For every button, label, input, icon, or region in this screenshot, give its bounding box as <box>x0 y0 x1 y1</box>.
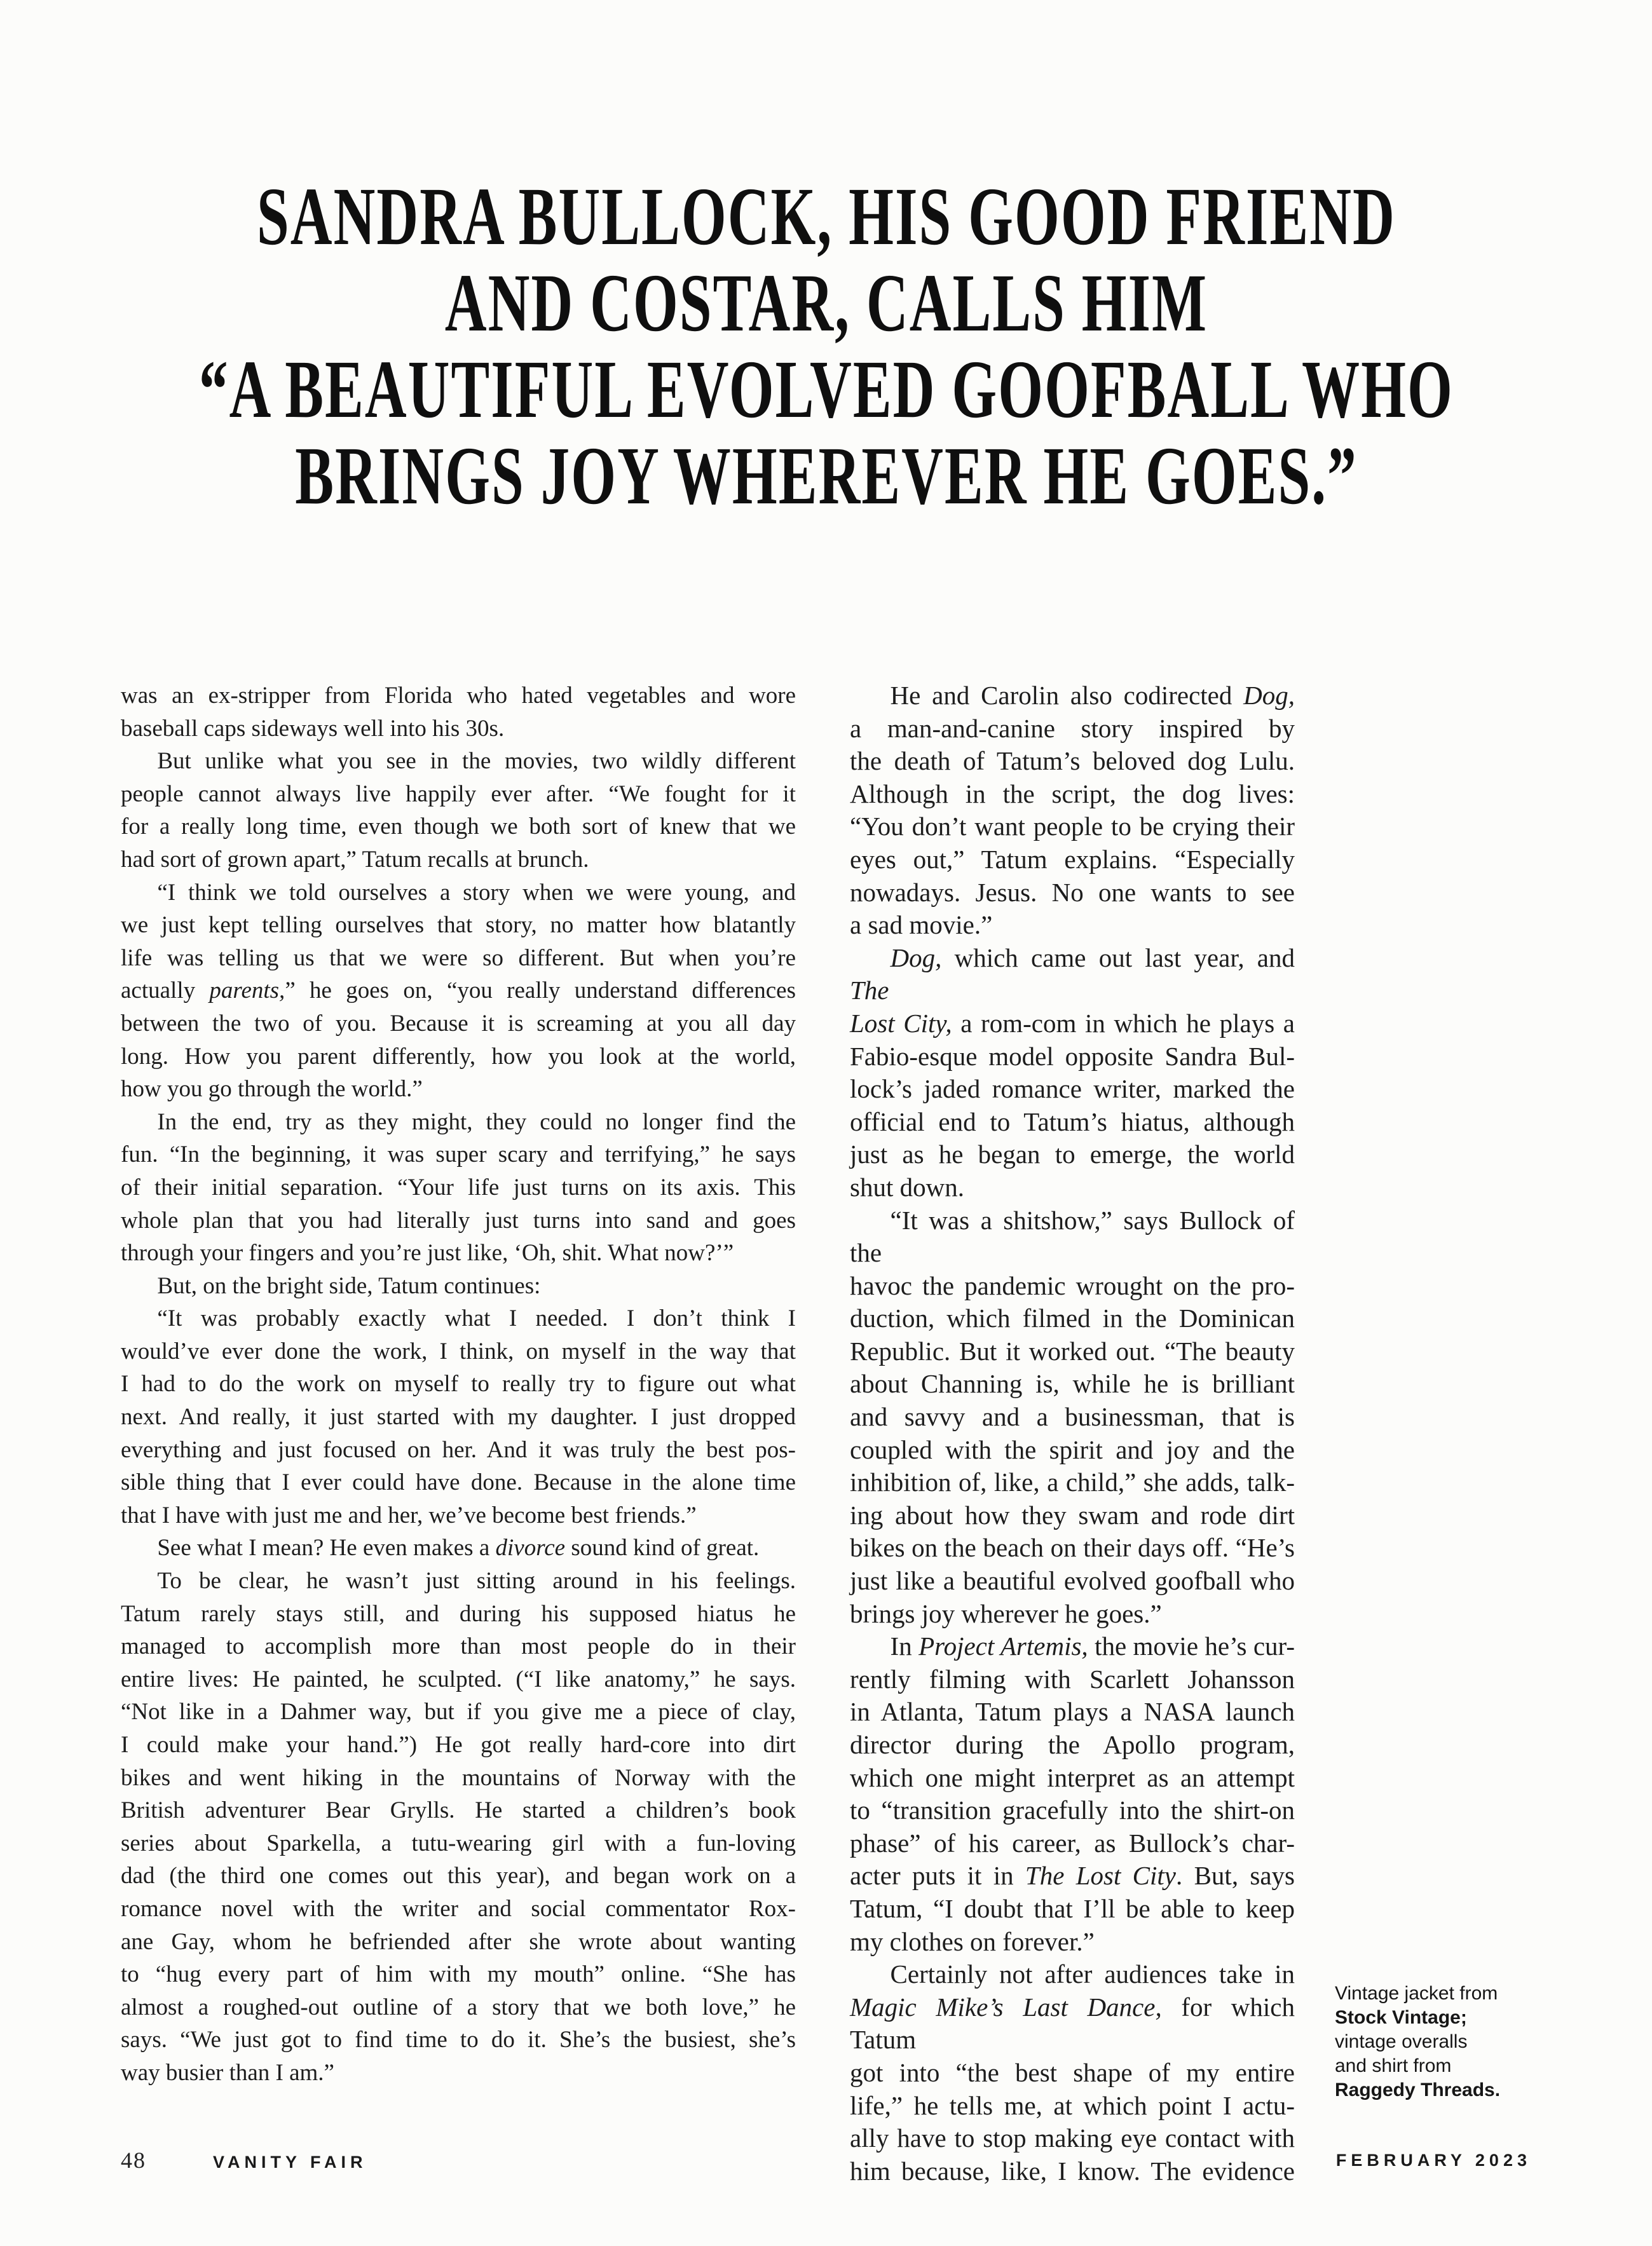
text-line <box>121 1762 796 1795</box>
body-text: ing about how they swam and rode dirt <box>850 1500 1295 1530</box>
text-line <box>121 778 796 811</box>
text-line <box>850 712 1295 745</box>
text-line <box>121 1532 796 1565</box>
body-text: acter puts it in <box>850 1861 1025 1891</box>
body-text: “You don’t want people to be crying their <box>850 812 1295 841</box>
pull-quote-headline <box>70 171 1583 522</box>
headline-line: “A BEAUTIFUL EVOLVED GOOFBALL WHO <box>198 344 1454 435</box>
body-text: to “transition gracefully into the shirt-on <box>850 1795 1295 1825</box>
headline-line: SANDRA BULLOCK, HIS GOOD FRIEND <box>256 171 1396 262</box>
text-line <box>121 1335 796 1368</box>
article-column-right <box>850 679 1295 2188</box>
body-text: To be clear, he wasn’t just sitting around in his feelings. <box>157 1568 796 1595</box>
text-line <box>850 1532 1295 1565</box>
text-line <box>850 1335 1295 1368</box>
text-line <box>121 1270 796 1303</box>
fashion-credit-caption <box>1335 1982 1545 2102</box>
text-line <box>850 679 1295 712</box>
body-text: . But, says <box>1176 1861 1295 1891</box>
body-text: “It was probably exactly what I needed. I don’t think I <box>157 1305 796 1332</box>
body-text: phase” of his career, as Bullock’s char- <box>850 1828 1295 1858</box>
italic-text: Dog, <box>890 943 942 972</box>
text-line <box>121 1007 796 1040</box>
text-line <box>850 2090 1295 2123</box>
text-line <box>850 2155 1295 2188</box>
body-text: ” he goes on, “you really understand differences <box>285 977 796 1004</box>
text-line <box>121 1302 796 1335</box>
text-line <box>850 2057 1295 2090</box>
body-text: official end to Tatum’s hiatus, although <box>850 1106 1295 1136</box>
body-text: baseball caps sideways well into his 30s. <box>121 715 505 742</box>
text-line <box>121 1171 796 1204</box>
body-text: I had to do the work on myself to really try to figure out what <box>121 1371 796 1398</box>
text-line <box>850 1565 1295 1598</box>
text-line <box>121 1598 796 1631</box>
text-line <box>121 1630 796 1663</box>
text-line <box>850 1302 1295 1335</box>
text-line <box>850 1893 1295 1926</box>
text-line <box>850 909 1295 942</box>
text-line <box>121 1073 796 1106</box>
body-text: a rom-com in which he plays a <box>952 1008 1295 1038</box>
body-text: which one might interpret as an attempt <box>850 1762 1295 1792</box>
body-text: Tatum rarely stays still, and during his supposed hiatus he <box>121 1600 796 1627</box>
italic-text: Magic Mike’s Last Dance, <box>850 1992 1162 2022</box>
text-line <box>850 876 1295 909</box>
body-text: to “hug every part of him with my mouth” online. “She has <box>121 1961 796 1988</box>
text-line <box>850 1729 1295 1762</box>
body-text: just like a beautiful evolved goofball who <box>850 1566 1295 1596</box>
caption-line: Vintage jacket from <box>1335 1983 1498 2004</box>
body-text: sound kind of great. <box>565 1535 760 1562</box>
text-line <box>121 679 796 712</box>
body-text: the death of Tatum’s beloved dog Lulu. <box>850 746 1295 776</box>
body-text: director during the Apollo program, <box>850 1730 1295 1759</box>
body-text: series about Sparkella, a tutu-wearing girl with a fun-loving <box>121 1830 796 1856</box>
text-line <box>850 1007 1295 1040</box>
body-text: Republic. But it worked out. “The beauty <box>850 1336 1295 1366</box>
body-text: Certainly not after audiences take in <box>890 1959 1295 1989</box>
text-line <box>850 778 1295 811</box>
page-number: 48 <box>121 2147 146 2173</box>
body-text: “It was a shitshow,” says Bullock of the <box>850 1205 1295 1268</box>
body-text: in Atlanta, Tatum plays a NASA launch <box>850 1697 1295 1727</box>
text-line <box>850 1991 1295 2057</box>
body-text: nowadays. Jesus. No one wants to see <box>850 877 1295 907</box>
text-line <box>850 1040 1295 1073</box>
body-text: him because, like, I know. The evidence <box>850 2156 1295 2186</box>
text-line <box>850 1926 1295 1959</box>
magazine-name: VANITY FAIR <box>213 2153 367 2172</box>
body-text: havoc the pandemic wrought on the pro- <box>850 1270 1295 1300</box>
body-text: long. How you parent differently, how you look at the world, <box>121 1043 796 1070</box>
text-line <box>850 1466 1295 1499</box>
body-text: a sad movie.” <box>850 910 993 940</box>
text-line <box>850 1827 1295 1860</box>
text-line <box>850 1499 1295 1532</box>
body-text: between the two of you. Because it is screaming at you all day <box>121 1010 796 1037</box>
body-text: brings joy wherever he goes.” <box>850 1598 1162 1628</box>
body-text: “Not like in a Dahmer way, but if you give me a piece of clay, <box>121 1699 796 1725</box>
text-line <box>121 745 796 778</box>
text-line <box>121 942 796 975</box>
body-text: was an ex-stripper from Florida who hated vegetables and wore <box>121 683 796 709</box>
text-line <box>850 1073 1295 1106</box>
text-line <box>850 745 1295 778</box>
body-text: But, on the bright side, Tatum continues: <box>157 1272 541 1299</box>
body-text: See what I mean? He even makes a <box>157 1535 496 1562</box>
body-text: that I have with just me and her, we’ve become best friends.” <box>121 1502 697 1528</box>
text-line <box>121 909 796 942</box>
italic-text: divorce <box>495 1535 566 1562</box>
italic-text: Dog, <box>1243 681 1295 710</box>
text-line <box>850 810 1295 843</box>
body-text: managed to accomplish more than most people do in their <box>121 1633 796 1660</box>
italic-text: parents, <box>209 977 285 1004</box>
body-text: next. And really, it just started with my daughter. I just dropped <box>121 1404 796 1431</box>
text-line <box>121 1434 796 1467</box>
text-line <box>121 1827 796 1860</box>
text-line <box>121 1106 796 1139</box>
text-line <box>121 1368 796 1401</box>
text-line <box>850 1958 1295 1991</box>
text-line <box>850 1204 1295 1270</box>
body-text: dad (the third one comes out this year), and began work on a <box>121 1863 796 1889</box>
caption-line: Raggedy Threads. <box>1335 2079 1501 2100</box>
body-text: shut down. <box>850 1172 964 1202</box>
body-text: just as he began to emerge, the world <box>850 1140 1295 1169</box>
text-line <box>121 712 796 745</box>
headline-line: AND COSTAR, CALLS HIM <box>444 257 1208 349</box>
body-text: eyes out,” Tatum explains. “Especially <box>850 844 1295 874</box>
text-line <box>850 1598 1295 1631</box>
text-line <box>121 1794 796 1827</box>
body-text: ally have to stop making eye contact with <box>850 2123 1295 2153</box>
article-column-left <box>121 679 796 2090</box>
italic-text: Lost City, <box>850 1008 952 1038</box>
body-text: says. “We just got to find time to do it. She’s the busiest, she’s <box>121 2027 796 2053</box>
body-text: people cannot always live happily ever after. “We fought for it <box>121 780 796 807</box>
text-line <box>121 1958 796 1991</box>
text-line <box>850 1696 1295 1729</box>
body-text: “I think we told ourselves a story when we were young, and <box>157 879 796 906</box>
body-text: life,” he tells me, at which point I actu- <box>850 2090 1295 2120</box>
text-line <box>850 1368 1295 1401</box>
text-line <box>850 843 1295 876</box>
body-text: a man-and-canine story inspired by <box>850 713 1295 743</box>
body-text: everything and just focused on her. And it was truly the best pos- <box>121 1436 796 1463</box>
text-line <box>121 2057 796 2090</box>
text-line <box>121 1663 796 1696</box>
body-text: which came out last year, and <box>941 943 1295 972</box>
text-line <box>121 1237 796 1270</box>
text-line <box>850 1401 1295 1434</box>
body-text: actually <box>121 977 210 1004</box>
caption-line: vintage overalls <box>1335 2031 1468 2052</box>
body-text: lock’s jaded romance writer, marked the <box>850 1074 1295 1104</box>
italic-text: The <box>850 976 889 1005</box>
body-text: had sort of grown apart,” Tatum recalls at brunch. <box>121 846 589 873</box>
body-text: bikes on the beach on their days off. “He’s <box>850 1533 1295 1563</box>
body-text: got into “the best shape of my entire <box>850 2057 1295 2087</box>
body-text: ane Gay, whom he befriended after she wrote about wanting <box>121 1928 796 1955</box>
body-text: way busier than I am.” <box>121 2059 334 2086</box>
body-text: my clothes on forever.” <box>850 1926 1095 1956</box>
text-line <box>850 2122 1295 2155</box>
text-line <box>121 1565 796 1598</box>
text-line <box>121 1401 796 1434</box>
text-line <box>121 1040 796 1073</box>
body-text: whole plan that you had literally just turns into sand and goes <box>121 1207 796 1234</box>
text-line <box>850 1630 1295 1663</box>
text-line <box>121 810 796 843</box>
italic-text: Project Artemis, <box>918 1631 1088 1661</box>
body-text: bikes and went hiking in the mountains of Norway with the <box>121 1764 796 1791</box>
body-text: But unlike what you see in the movies, two wildly different <box>157 748 796 775</box>
text-line <box>121 1204 796 1237</box>
text-line <box>121 974 796 1007</box>
italic-text: The Lost City <box>1025 1861 1177 1891</box>
body-text: sible thing that I ever could have done. Because in the alone time <box>121 1469 796 1496</box>
text-line <box>121 1696 796 1729</box>
body-text: and savvy and a businessman, that is <box>850 1402 1295 1432</box>
text-line <box>121 1860 796 1893</box>
text-line <box>850 1171 1295 1204</box>
body-text: Fabio-esque model opposite Sandra Bul- <box>850 1041 1295 1071</box>
body-text: rently filming with Scarlett Johansson <box>850 1664 1295 1694</box>
body-text: Although in the script, the dog lives: <box>850 779 1295 808</box>
body-text: fun. “In the beginning, it was super scary and terrifying,” he says <box>121 1141 796 1168</box>
body-text: In <box>890 1631 919 1661</box>
body-text: almost a roughed-out outline of a story that we both love,” he <box>121 1994 796 2020</box>
text-line <box>850 1794 1295 1827</box>
body-text: British adventurer Bear Grylls. He started a children’s book <box>121 1797 796 1824</box>
caption-line: and shirt from <box>1335 2055 1452 2076</box>
text-line <box>121 1991 796 2024</box>
body-text: In the end, try as they might, they could no longer find the <box>157 1108 796 1135</box>
body-text: would’ve ever done the work, I think, on myself in the way that <box>121 1338 796 1365</box>
text-line <box>850 1762 1295 1795</box>
body-text: I could make your hand.”) He got really hard-core into dirt <box>121 1732 796 1758</box>
issue-date: FEBRUARY 2023 <box>1335 2151 1531 2170</box>
text-line <box>121 1466 796 1499</box>
body-text: how you go through the world.” <box>121 1076 423 1103</box>
body-text: romance novel with the writer and social commentator Rox- <box>121 1895 796 1922</box>
text-line <box>121 2024 796 2057</box>
text-line <box>121 1138 796 1171</box>
body-text: for a really long time, even though we both sort of knew that we <box>121 813 796 840</box>
text-line <box>121 1499 796 1532</box>
body-text: life was telling us that we were so different. But when you’re <box>121 944 796 971</box>
text-line <box>121 1926 796 1959</box>
text-line <box>850 1434 1295 1467</box>
text-line <box>121 876 796 909</box>
body-text: through your fingers and you’re just like, ‘Oh, shit. What now?’” <box>121 1240 734 1267</box>
text-line <box>121 843 796 876</box>
body-text: duction, which filmed in the Dominican <box>850 1303 1295 1333</box>
text-line <box>850 1860 1295 1893</box>
footer-left-folio <box>121 2147 367 2174</box>
body-text: the movie he’s cur- <box>1088 1631 1295 1661</box>
text-line <box>850 1663 1295 1696</box>
body-text: we just kept telling ourselves that story, no matter how blatantly <box>121 912 796 939</box>
headline-line: BRINGS JOY WHEREVER HE GOES.” <box>294 430 1358 522</box>
text-line <box>850 942 1295 1007</box>
body-text: entire lives: He painted, he sculpted. (“I like anatomy,” he says. <box>121 1666 796 1692</box>
text-line <box>121 1893 796 1926</box>
text-line <box>121 1729 796 1762</box>
body-text: He and Carolin also codirected <box>890 681 1244 710</box>
text-line <box>850 1270 1295 1303</box>
body-text: coupled with the spirit and joy and the <box>850 1434 1295 1464</box>
caption-line: Stock Vintage; <box>1335 2007 1467 2028</box>
body-text: for which Tatum <box>850 1992 1295 2055</box>
text-line <box>850 1138 1295 1171</box>
body-text: inhibition of, like, a child,” she adds, talk- <box>850 1467 1295 1497</box>
body-text: of their initial separation. “Your life just turns on its axis. This <box>121 1174 796 1201</box>
body-text: Tatum, “I doubt that I’ll be able to keep <box>850 1893 1295 1923</box>
body-text: about Channing is, while he is brilliant <box>850 1369 1295 1399</box>
text-line <box>850 1106 1295 1139</box>
